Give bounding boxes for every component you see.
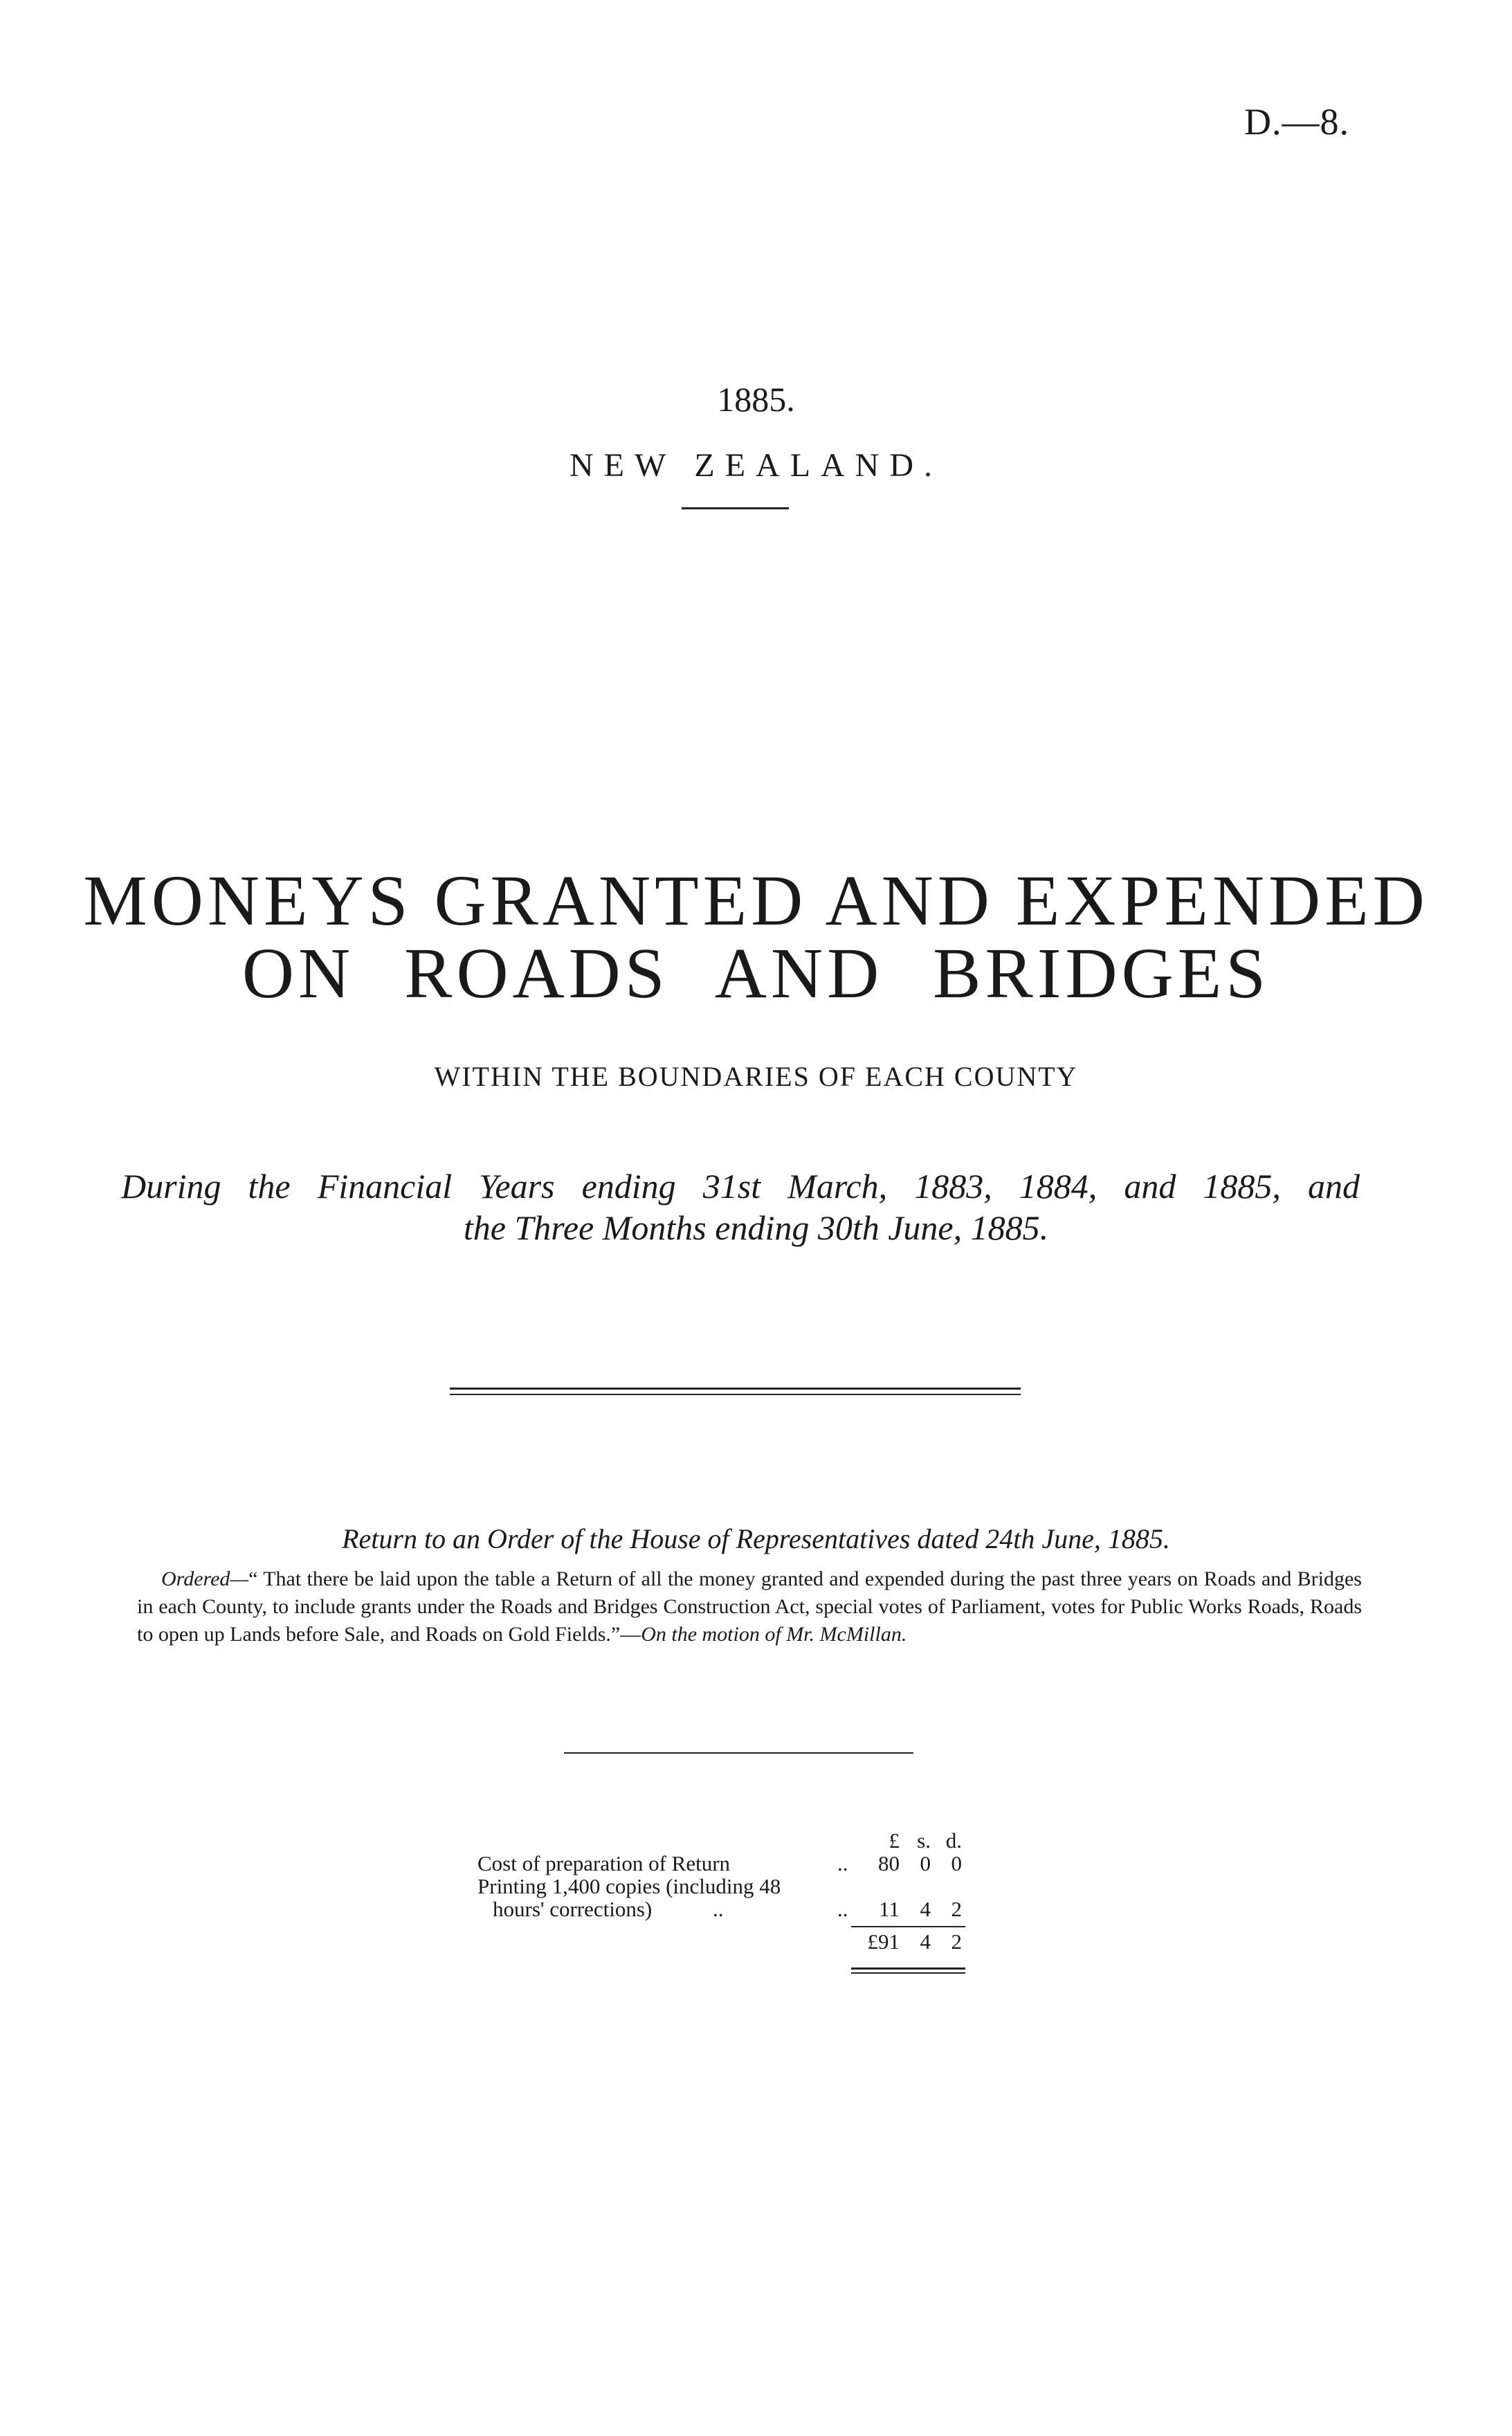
cost-row bbox=[477, 1875, 990, 1898]
leader-dots: .. bbox=[837, 1897, 848, 1921]
total-double-rule bbox=[851, 1972, 965, 1974]
cost-table bbox=[477, 1829, 990, 1953]
motion-text: On the motion of Mr. McMillan. bbox=[641, 1623, 907, 1646]
subtotal-rule bbox=[851, 1926, 965, 1927]
title-line-1: MONEYS GRANTED AND EXPENDED bbox=[83, 861, 1429, 940]
double-rule-bottom bbox=[450, 1394, 1021, 1395]
period-line-1: During the Financial Years ending 31st March, 1883, 1884, and 1885, and bbox=[121, 1167, 1360, 1206]
cost-row bbox=[477, 1852, 990, 1875]
subtitle: WITHIN THE BOUNDARIES OF EACH COUNTY bbox=[434, 1061, 1078, 1092]
pounds-header: £ bbox=[889, 1828, 900, 1853]
divider-rule bbox=[682, 507, 789, 509]
cost-label: Cost of preparation of Return bbox=[477, 1851, 731, 1875]
period-line-2: the Three Months ending 30th June, 1885. bbox=[463, 1208, 1049, 1247]
shillings-header: s. bbox=[917, 1828, 931, 1853]
title-line-2: ON ROADS AND BRIDGES bbox=[242, 934, 1270, 1013]
order-text: “ That there be laid upon the table a Return of all the money granted and expended during the past three years on Roads and Bridges in each County, to include grants under the Roads and Bridges Construction Act, special votes of Parliament, votes for Public Works Roads, Roads to open up Lands before Sale, and Roads on Gold Fields.”— bbox=[137, 1567, 1362, 1646]
order-paragraph bbox=[137, 1565, 1362, 1648]
shillings-value: 4 bbox=[920, 1897, 931, 1921]
total-pounds: £91 bbox=[867, 1929, 900, 1954]
total-pence: 2 bbox=[951, 1929, 962, 1954]
pence-value: 0 bbox=[951, 1851, 962, 1875]
country-heading: NEW ZEALAND. bbox=[569, 447, 943, 484]
document-reference: D.—8. bbox=[1244, 101, 1349, 143]
cost-total-row bbox=[477, 1930, 990, 1953]
cost-label: hours' corrections) bbox=[493, 1897, 653, 1921]
leader-dots: .. bbox=[837, 1851, 848, 1875]
document-year: 1885. bbox=[717, 380, 795, 419]
double-rule-top bbox=[450, 1388, 1021, 1390]
cost-label: Printing 1,400 copies (including 48 bbox=[477, 1874, 781, 1898]
return-order-line: Return to an Order of the House of Representatives dated 24th June, 1885. bbox=[342, 1523, 1170, 1554]
shillings-value: 0 bbox=[920, 1851, 931, 1875]
pence-value: 2 bbox=[951, 1897, 962, 1921]
pence-header: d. bbox=[945, 1828, 962, 1853]
divider-rule bbox=[564, 1752, 913, 1754]
pounds-value: 80 bbox=[878, 1851, 900, 1875]
cost-row bbox=[477, 1898, 990, 1920]
total-shillings: 4 bbox=[920, 1929, 931, 1954]
pounds-value: 11 bbox=[879, 1897, 900, 1921]
total-double-rule bbox=[851, 1967, 965, 1970]
ordered-label: Ordered— bbox=[161, 1567, 249, 1590]
cost-header-row bbox=[477, 1829, 990, 1852]
leader-dots: .. bbox=[713, 1897, 724, 1921]
